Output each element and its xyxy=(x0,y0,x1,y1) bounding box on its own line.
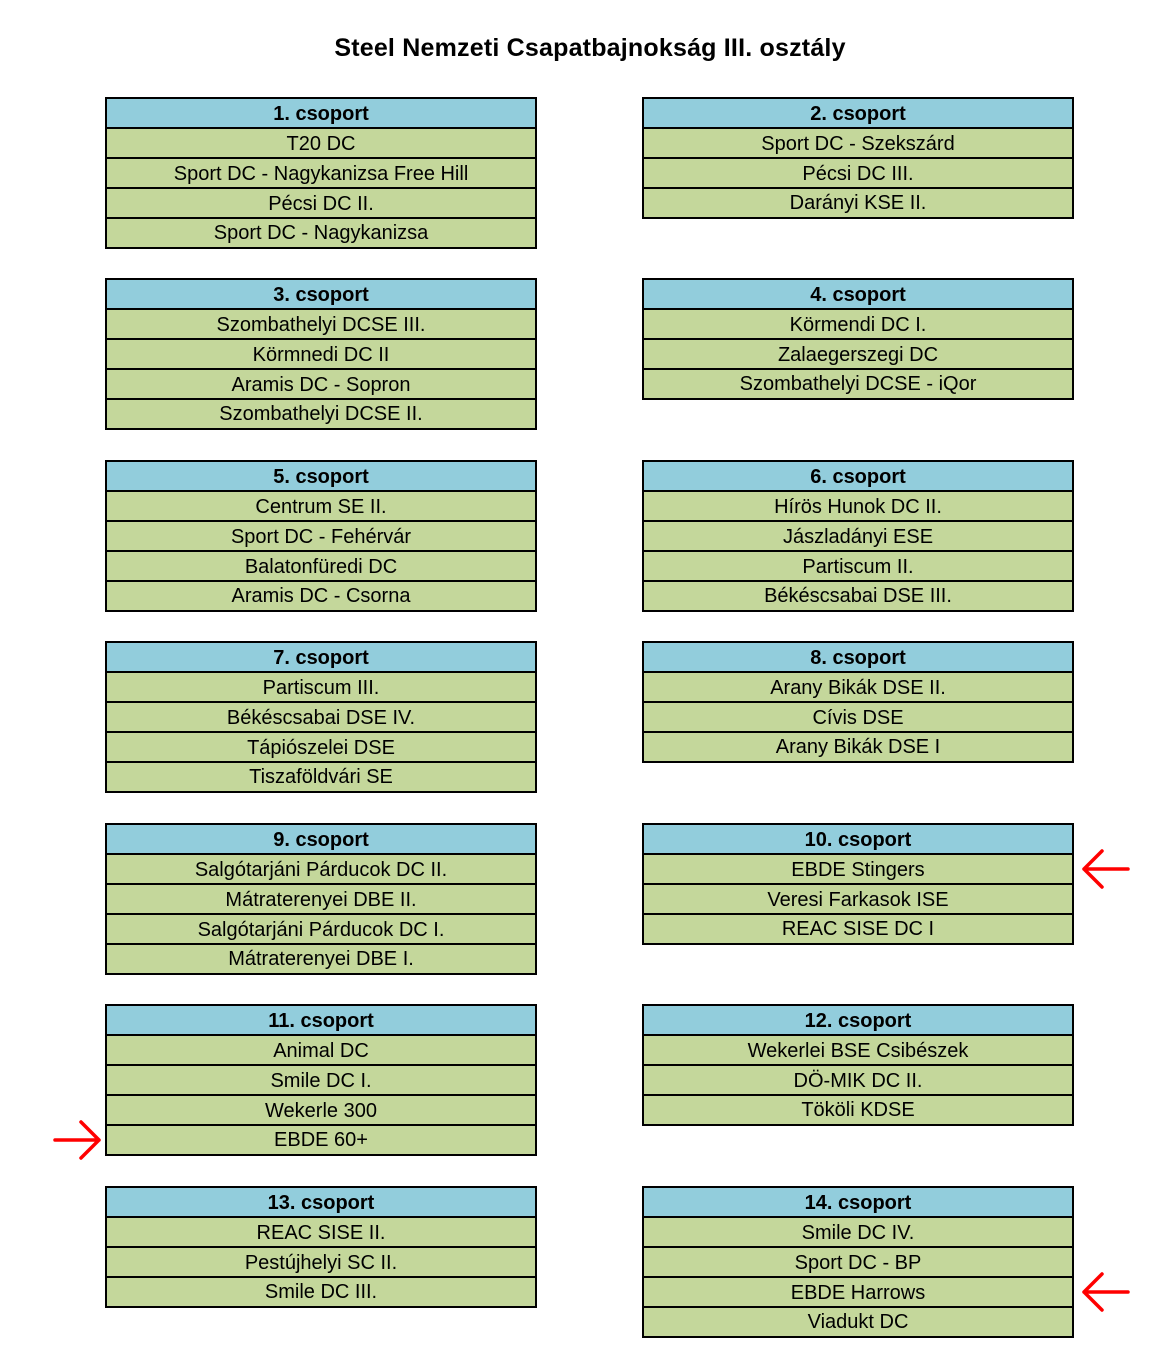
group-table xyxy=(105,1186,537,1308)
arrow-left-icon xyxy=(1080,1270,1132,1314)
team-cell: Hírös Hunok DC II. xyxy=(644,492,1072,522)
team-cell: Békéscsabai DSE IV. xyxy=(107,703,535,733)
team-cell: Smile DC IV. xyxy=(644,1218,1072,1248)
group-table xyxy=(105,1004,537,1156)
team-cell: Aramis DC - Csorna xyxy=(107,582,535,610)
team-cell: EBDE Stingers xyxy=(644,855,1072,885)
team-cell: Sport DC - Nagykanizsa Free Hill xyxy=(107,159,535,189)
team-cell: Cívis DSE xyxy=(644,703,1072,733)
group-header: 14. csoport xyxy=(644,1188,1072,1218)
team-cell: Tököli KDSE xyxy=(644,1096,1072,1124)
team-cell: Tiszaföldvári SE xyxy=(107,763,535,791)
team-cell: Veresi Farkasok ISE xyxy=(644,885,1072,915)
team-cell: Balatonfüredi DC xyxy=(107,552,535,582)
team-cell: Sport DC - BP xyxy=(644,1248,1072,1278)
team-cell: Pécsi DC II. xyxy=(107,189,535,219)
group-header: 10. csoport xyxy=(644,825,1072,855)
team-cell: Szombathelyi DCSE III. xyxy=(107,310,535,340)
group-header: 8. csoport xyxy=(644,643,1072,673)
group-header: 11. csoport xyxy=(107,1006,535,1036)
group-table xyxy=(105,97,537,249)
team-cell: Arany Bikák DSE II. xyxy=(644,673,1072,703)
team-cell: Körmnedi DC II xyxy=(107,340,535,370)
team-cell: EBDE 60+ xyxy=(107,1126,535,1154)
team-cell: Arany Bikák DSE I xyxy=(644,733,1072,761)
team-cell: REAC SISE DC I xyxy=(644,915,1072,943)
team-cell: Pécsi DC III. xyxy=(644,159,1072,189)
team-cell: Wekerle 300 xyxy=(107,1096,535,1126)
group-header: 5. csoport xyxy=(107,462,535,492)
team-cell: Smile DC I. xyxy=(107,1066,535,1096)
team-cell: Salgótarjáni Párducok DC II. xyxy=(107,855,535,885)
team-cell: Partiscum II. xyxy=(644,552,1072,582)
team-cell: Sport DC - Nagykanizsa xyxy=(107,219,535,247)
team-cell: Zalaegerszegi DC xyxy=(644,340,1072,370)
team-cell: Körmendi DC I. xyxy=(644,310,1072,340)
team-cell: Viadukt DC xyxy=(644,1308,1072,1336)
team-cell: Salgótarjáni Párducok DC I. xyxy=(107,915,535,945)
group-header: 3. csoport xyxy=(107,280,535,310)
team-cell: Darányi KSE II. xyxy=(644,189,1072,217)
team-cell: Mátraterenyei DBE I. xyxy=(107,945,535,973)
team-cell: EBDE Harrows xyxy=(644,1278,1072,1308)
group-table xyxy=(642,1004,1074,1126)
team-cell: Centrum SE II. xyxy=(107,492,535,522)
group-header: 1. csoport xyxy=(107,99,535,129)
team-cell: T20 DC xyxy=(107,129,535,159)
team-cell: Tápiószelei DSE xyxy=(107,733,535,763)
group-header: 13. csoport xyxy=(107,1188,535,1218)
team-cell: Jászladányi ESE xyxy=(644,522,1072,552)
team-cell: Partiscum III. xyxy=(107,673,535,703)
arrow-left-icon xyxy=(1080,847,1132,891)
team-cell: REAC SISE II. xyxy=(107,1218,535,1248)
group-header: 6. csoport xyxy=(644,462,1072,492)
group-table xyxy=(105,278,537,430)
team-cell: Aramis DC - Sopron xyxy=(107,370,535,400)
group-table xyxy=(642,278,1074,400)
group-header: 9. csoport xyxy=(107,825,535,855)
page-title: Steel Nemzeti Csapatbajnokság III. osztály xyxy=(334,34,846,62)
team-cell: Wekerlei BSE Csibészek xyxy=(644,1036,1072,1066)
group-header: 12. csoport xyxy=(644,1006,1072,1036)
group-table xyxy=(105,460,537,612)
group-table xyxy=(642,97,1074,219)
arrow-right-icon xyxy=(51,1118,103,1162)
group-table xyxy=(642,823,1074,945)
team-cell: Békéscsabai DSE III. xyxy=(644,582,1072,610)
group-table xyxy=(105,823,537,975)
team-cell: Sport DC - Szekszárd xyxy=(644,129,1072,159)
team-cell: Szombathelyi DCSE II. xyxy=(107,400,535,428)
team-cell: DÖ-MIK DC II. xyxy=(644,1066,1072,1096)
team-cell: Smile DC III. xyxy=(107,1278,535,1306)
team-cell: Szombathelyi DCSE - iQor xyxy=(644,370,1072,398)
group-table xyxy=(642,460,1074,612)
group-header: 4. csoport xyxy=(644,280,1072,310)
group-table xyxy=(642,1186,1074,1338)
group-header: 7. csoport xyxy=(107,643,535,673)
team-cell: Sport DC - Fehérvár xyxy=(107,522,535,552)
team-cell: Animal DC xyxy=(107,1036,535,1066)
group-header: 2. csoport xyxy=(644,99,1072,129)
group-table xyxy=(105,641,537,793)
team-cell: Mátraterenyei DBE II. xyxy=(107,885,535,915)
team-cell: Pestújhelyi SC II. xyxy=(107,1248,535,1278)
group-table xyxy=(642,641,1074,763)
